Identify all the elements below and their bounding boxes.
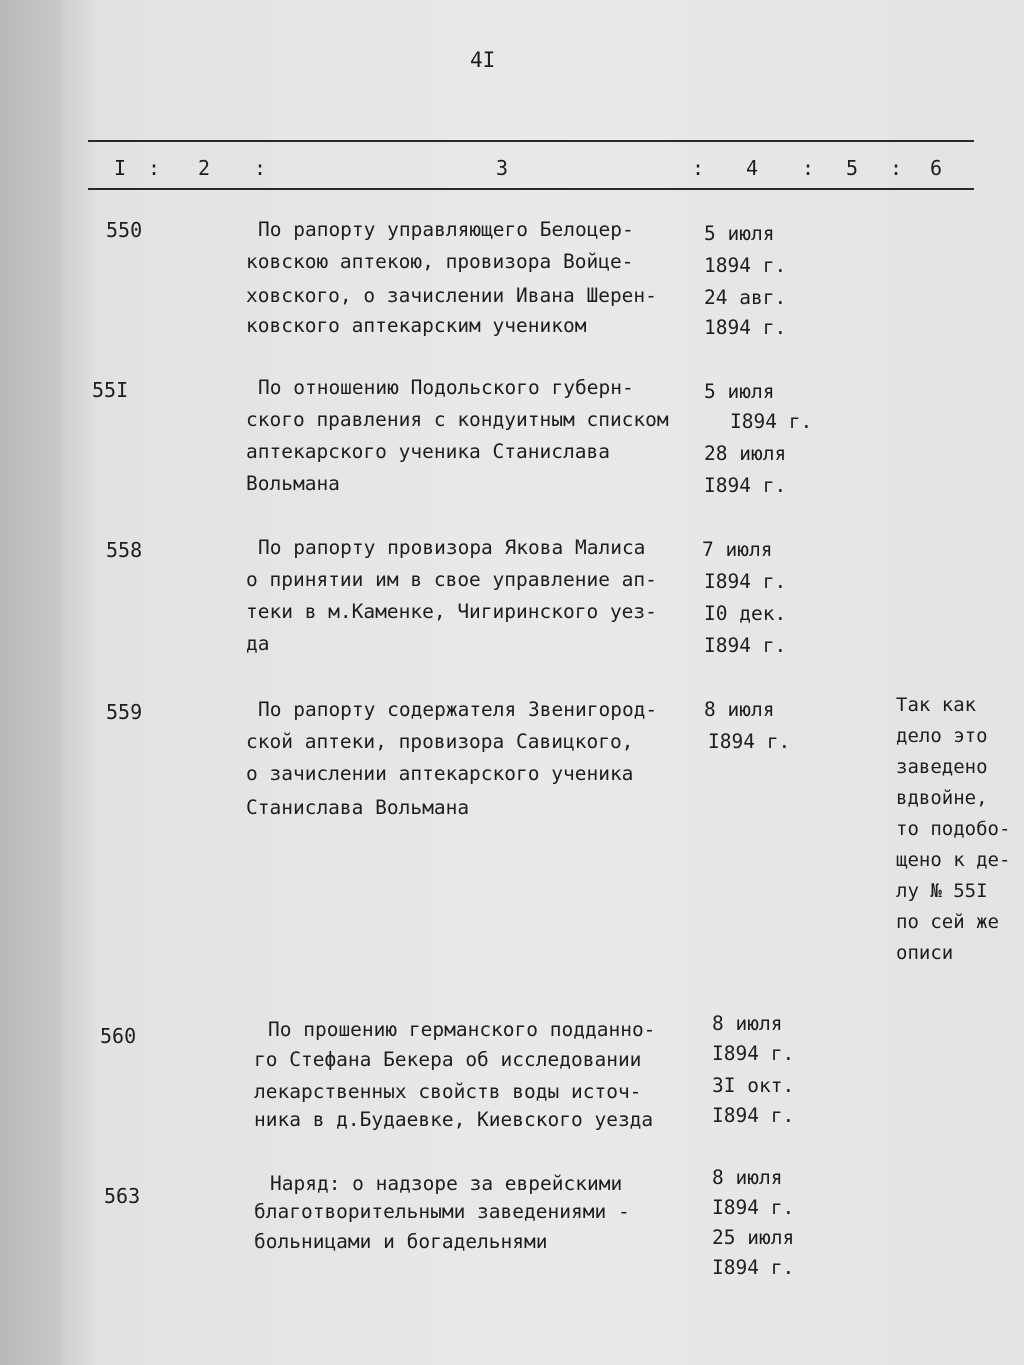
entry-date: 25 июля xyxy=(712,1226,795,1249)
document-page xyxy=(62,0,1024,1365)
note-line: щено к де- xyxy=(896,849,1011,871)
entry-description-line: о принятии им в свое управление ап- xyxy=(246,568,657,591)
entry-date: 1894 г. xyxy=(704,316,787,339)
entry-date: I0 дек. xyxy=(704,602,787,625)
note-line: дело это xyxy=(896,725,988,747)
entry-date: I894 г. xyxy=(708,730,791,753)
entry-date: 8 июля xyxy=(712,1166,783,1189)
note-line: описи xyxy=(896,942,954,964)
entry-description-line: Вольмана xyxy=(246,472,340,495)
entry-number: 55I xyxy=(92,378,129,402)
column-separator: : xyxy=(254,156,267,180)
entry-date: 8 июля xyxy=(712,1012,783,1035)
column-1-label: I xyxy=(114,156,127,180)
entry-date: 5 июля xyxy=(704,222,775,245)
entry-number: 550 xyxy=(106,218,143,242)
column-2-label: 2 xyxy=(198,156,211,180)
entry-description-line: благотворительными заведениями - xyxy=(254,1200,630,1223)
entry-date: 24 авг. xyxy=(704,286,787,309)
note-line: то подобо- xyxy=(896,818,1011,840)
entry-date: I894 г. xyxy=(712,1042,795,1065)
entry-description-line: теки в м.Каменке, Чигиринского уез- xyxy=(246,600,657,623)
column-separator: : xyxy=(148,156,161,180)
entry-date: I894 г. xyxy=(712,1196,795,1219)
entry-description-line: ника в д.Будаевке, Киевского уезда xyxy=(254,1108,654,1131)
entry-description-line: ковскою аптекою, провизора Войце- xyxy=(246,250,634,273)
entry-description-line: По рапорту управляющего Белоцер- xyxy=(258,218,634,241)
entry-description-line: ковского аптекарским учеником xyxy=(246,314,587,337)
entry-description-line: лекарственных свойств воды источ- xyxy=(254,1080,642,1103)
note-line: заведено xyxy=(896,756,988,778)
entry-date: 8 июля xyxy=(704,698,775,721)
entry-date: 5 июля xyxy=(704,380,775,403)
entry-description-line: По прошению германского подданно- xyxy=(268,1018,656,1041)
entry-number: 560 xyxy=(100,1024,137,1048)
note-line: вдвойне, xyxy=(896,787,988,809)
entry-description-line: больницами и богадельнями xyxy=(254,1230,548,1253)
entry-date: 28 июля xyxy=(704,442,787,465)
column-separator: : xyxy=(802,156,815,180)
entry-number: 563 xyxy=(104,1184,141,1208)
entry-date: I894 г. xyxy=(730,410,813,433)
entry-description-line: го Стефана Бекера об исследовании xyxy=(254,1048,642,1071)
entry-date: 7 июля xyxy=(702,538,773,561)
entry-description-line: По рапорту содержателя Звенигород- xyxy=(258,698,658,721)
entry-description-line: ховского, о зачислении Ивана Шерен- xyxy=(246,284,657,307)
entry-description-line: ской аптеки, провизора Савицкого, xyxy=(246,730,634,753)
entry-date: I894 г. xyxy=(704,634,787,657)
column-5-label: 5 xyxy=(846,156,859,180)
note-line: Так как xyxy=(896,694,977,716)
column-separator: : xyxy=(890,156,903,180)
note-line: лу № 55I xyxy=(896,880,988,902)
column-3-label: 3 xyxy=(496,156,509,180)
entry-description-line: Станислава Вольмана xyxy=(246,796,470,819)
entry-description-line: да xyxy=(246,632,270,655)
entry-description-line: о зачислении аптекарского ученика xyxy=(246,762,634,785)
entry-description-line: аптекарского ученика Станислава xyxy=(246,440,610,463)
entry-description-line: По отношению Подольского губерн- xyxy=(258,376,634,399)
entry-description-line: ского правления с кондуитным списком xyxy=(246,408,669,431)
note-line: по сей же xyxy=(896,911,999,933)
header-top-rule xyxy=(88,140,974,142)
entry-description-line: Наряд: о надзоре за еврейскими xyxy=(270,1172,623,1195)
entry-date: I894 г. xyxy=(712,1256,795,1279)
entry-date: I894 г. xyxy=(704,474,787,497)
previous-page-edge xyxy=(0,0,62,1365)
entry-date: 1894 г. xyxy=(704,254,787,277)
entry-date: 3I окт. xyxy=(712,1074,795,1097)
entry-date: I894 г. xyxy=(704,570,787,593)
entry-description-line: По рапорту провизора Якова Малиса xyxy=(258,536,646,559)
entry-number: 559 xyxy=(106,700,143,724)
column-4-label: 4 xyxy=(746,156,759,180)
header-bottom-rule xyxy=(88,188,974,190)
entry-559-note xyxy=(896,690,1010,969)
column-separator: : xyxy=(692,156,705,180)
column-6-label: 6 xyxy=(930,156,943,180)
page-number: 4I xyxy=(470,48,496,72)
entry-number: 558 xyxy=(106,538,143,562)
entry-date: I894 г. xyxy=(712,1104,795,1127)
